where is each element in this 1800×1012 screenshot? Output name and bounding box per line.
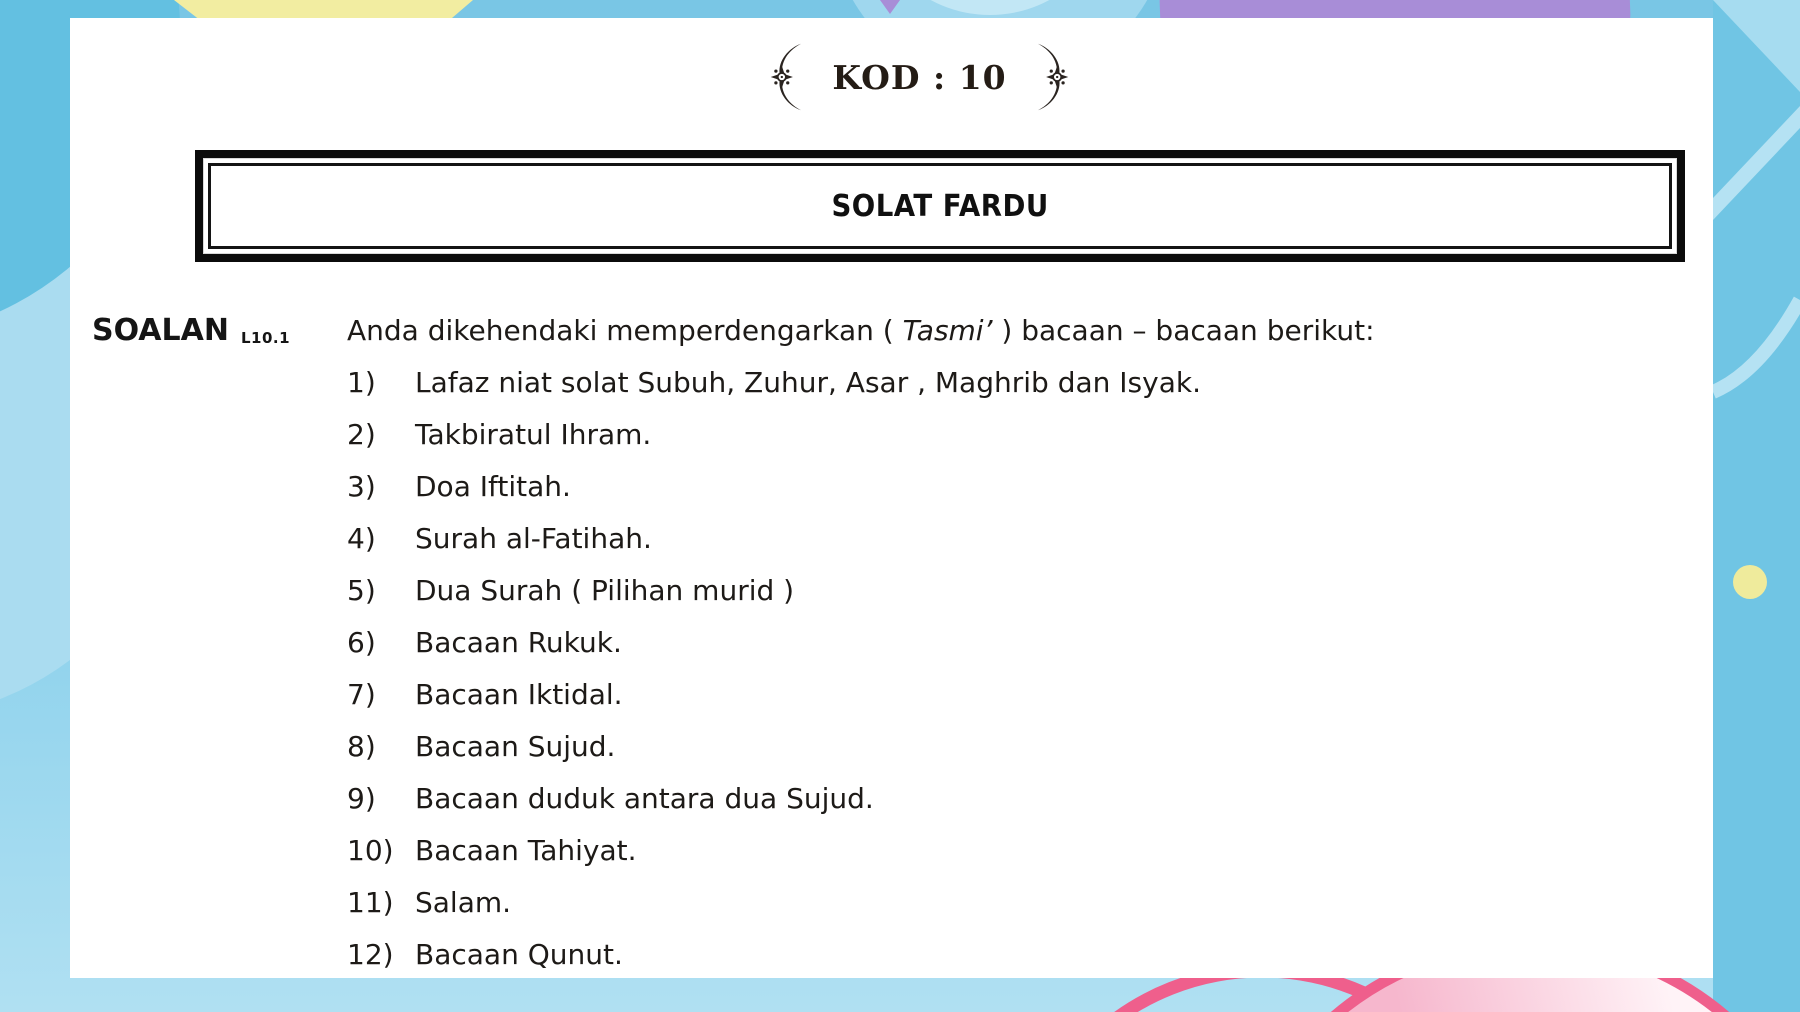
list-item-text: Bacaan duduk antara dua Sujud. [415,782,874,815]
list-item [70,409,1713,461]
list-item [70,513,1713,565]
bacaan-list [70,357,1713,981]
kod-header [70,42,1713,112]
list-item [70,877,1713,929]
list-item-number: 9) [347,782,376,815]
list-item-number: 2) [347,418,376,451]
instruction-post: ) bacaan – bacaan berikut: [992,314,1375,347]
list-item-text: Doa Iftitah. [415,470,571,503]
list-item-number: 3) [347,470,376,503]
question-section [70,305,1713,981]
list-item-text: Dua Surah ( Pilihan murid ) [415,574,795,607]
list-item-text: Surah al-Fatihah. [415,522,652,555]
title-box [195,150,1685,262]
list-item [70,721,1713,773]
title-box-inner [208,163,1672,249]
list-item [70,461,1713,513]
instruction-text [347,305,1375,357]
list-item [70,929,1713,981]
bg-right-strip [1713,0,1800,1012]
list-item [70,617,1713,669]
list-item [70,825,1713,877]
list-item [70,773,1713,825]
list-item-text: Bacaan Sujud. [415,730,616,763]
question-label-word: SOALAN [92,313,229,348]
instruction-italic-term: Tasmi’ [902,314,993,347]
kod-label: KOD : 10 [832,57,1007,97]
list-item [70,565,1713,617]
list-item-number: 11) [347,886,394,919]
content-panel [70,18,1713,978]
list-item-text: Bacaan Tahiyat. [415,834,637,867]
ornament-right-icon [1031,43,1073,111]
title-text: SOLAT FARDU [831,188,1049,224]
list-item-text: Bacaan Iktidal. [415,678,623,711]
list-item-number: 7) [347,678,376,711]
question-label [92,305,290,361]
ornament-left-icon [766,43,808,111]
list-item-text: Salam. [415,886,512,919]
list-item [70,669,1713,721]
bg-yellow-dot [1733,565,1767,599]
list-item-number: 8) [347,730,376,763]
list-item-number: 4) [347,522,376,555]
list-item-number: 1) [347,366,376,399]
instruction-pre: Anda dikehendaki memperdengarkan ( [347,314,903,347]
list-item-number: 6) [347,626,376,659]
list-item-text: Lafaz niat solat Subuh, Zuhur, Asar , Maghrib dan Isyak. [415,366,1201,399]
question-label-code: L10.1 [240,329,291,347]
list-item-text: Bacaan Qunut. [415,938,623,971]
list-item [70,357,1713,409]
question-row [70,305,1713,357]
list-item-number: 10) [347,834,394,867]
list-item-number: 5) [347,574,376,607]
list-item-number: 12) [347,938,394,971]
list-item-text: Bacaan Rukuk. [415,626,622,659]
list-item-text: Takbiratul Ihram. [415,418,652,451]
